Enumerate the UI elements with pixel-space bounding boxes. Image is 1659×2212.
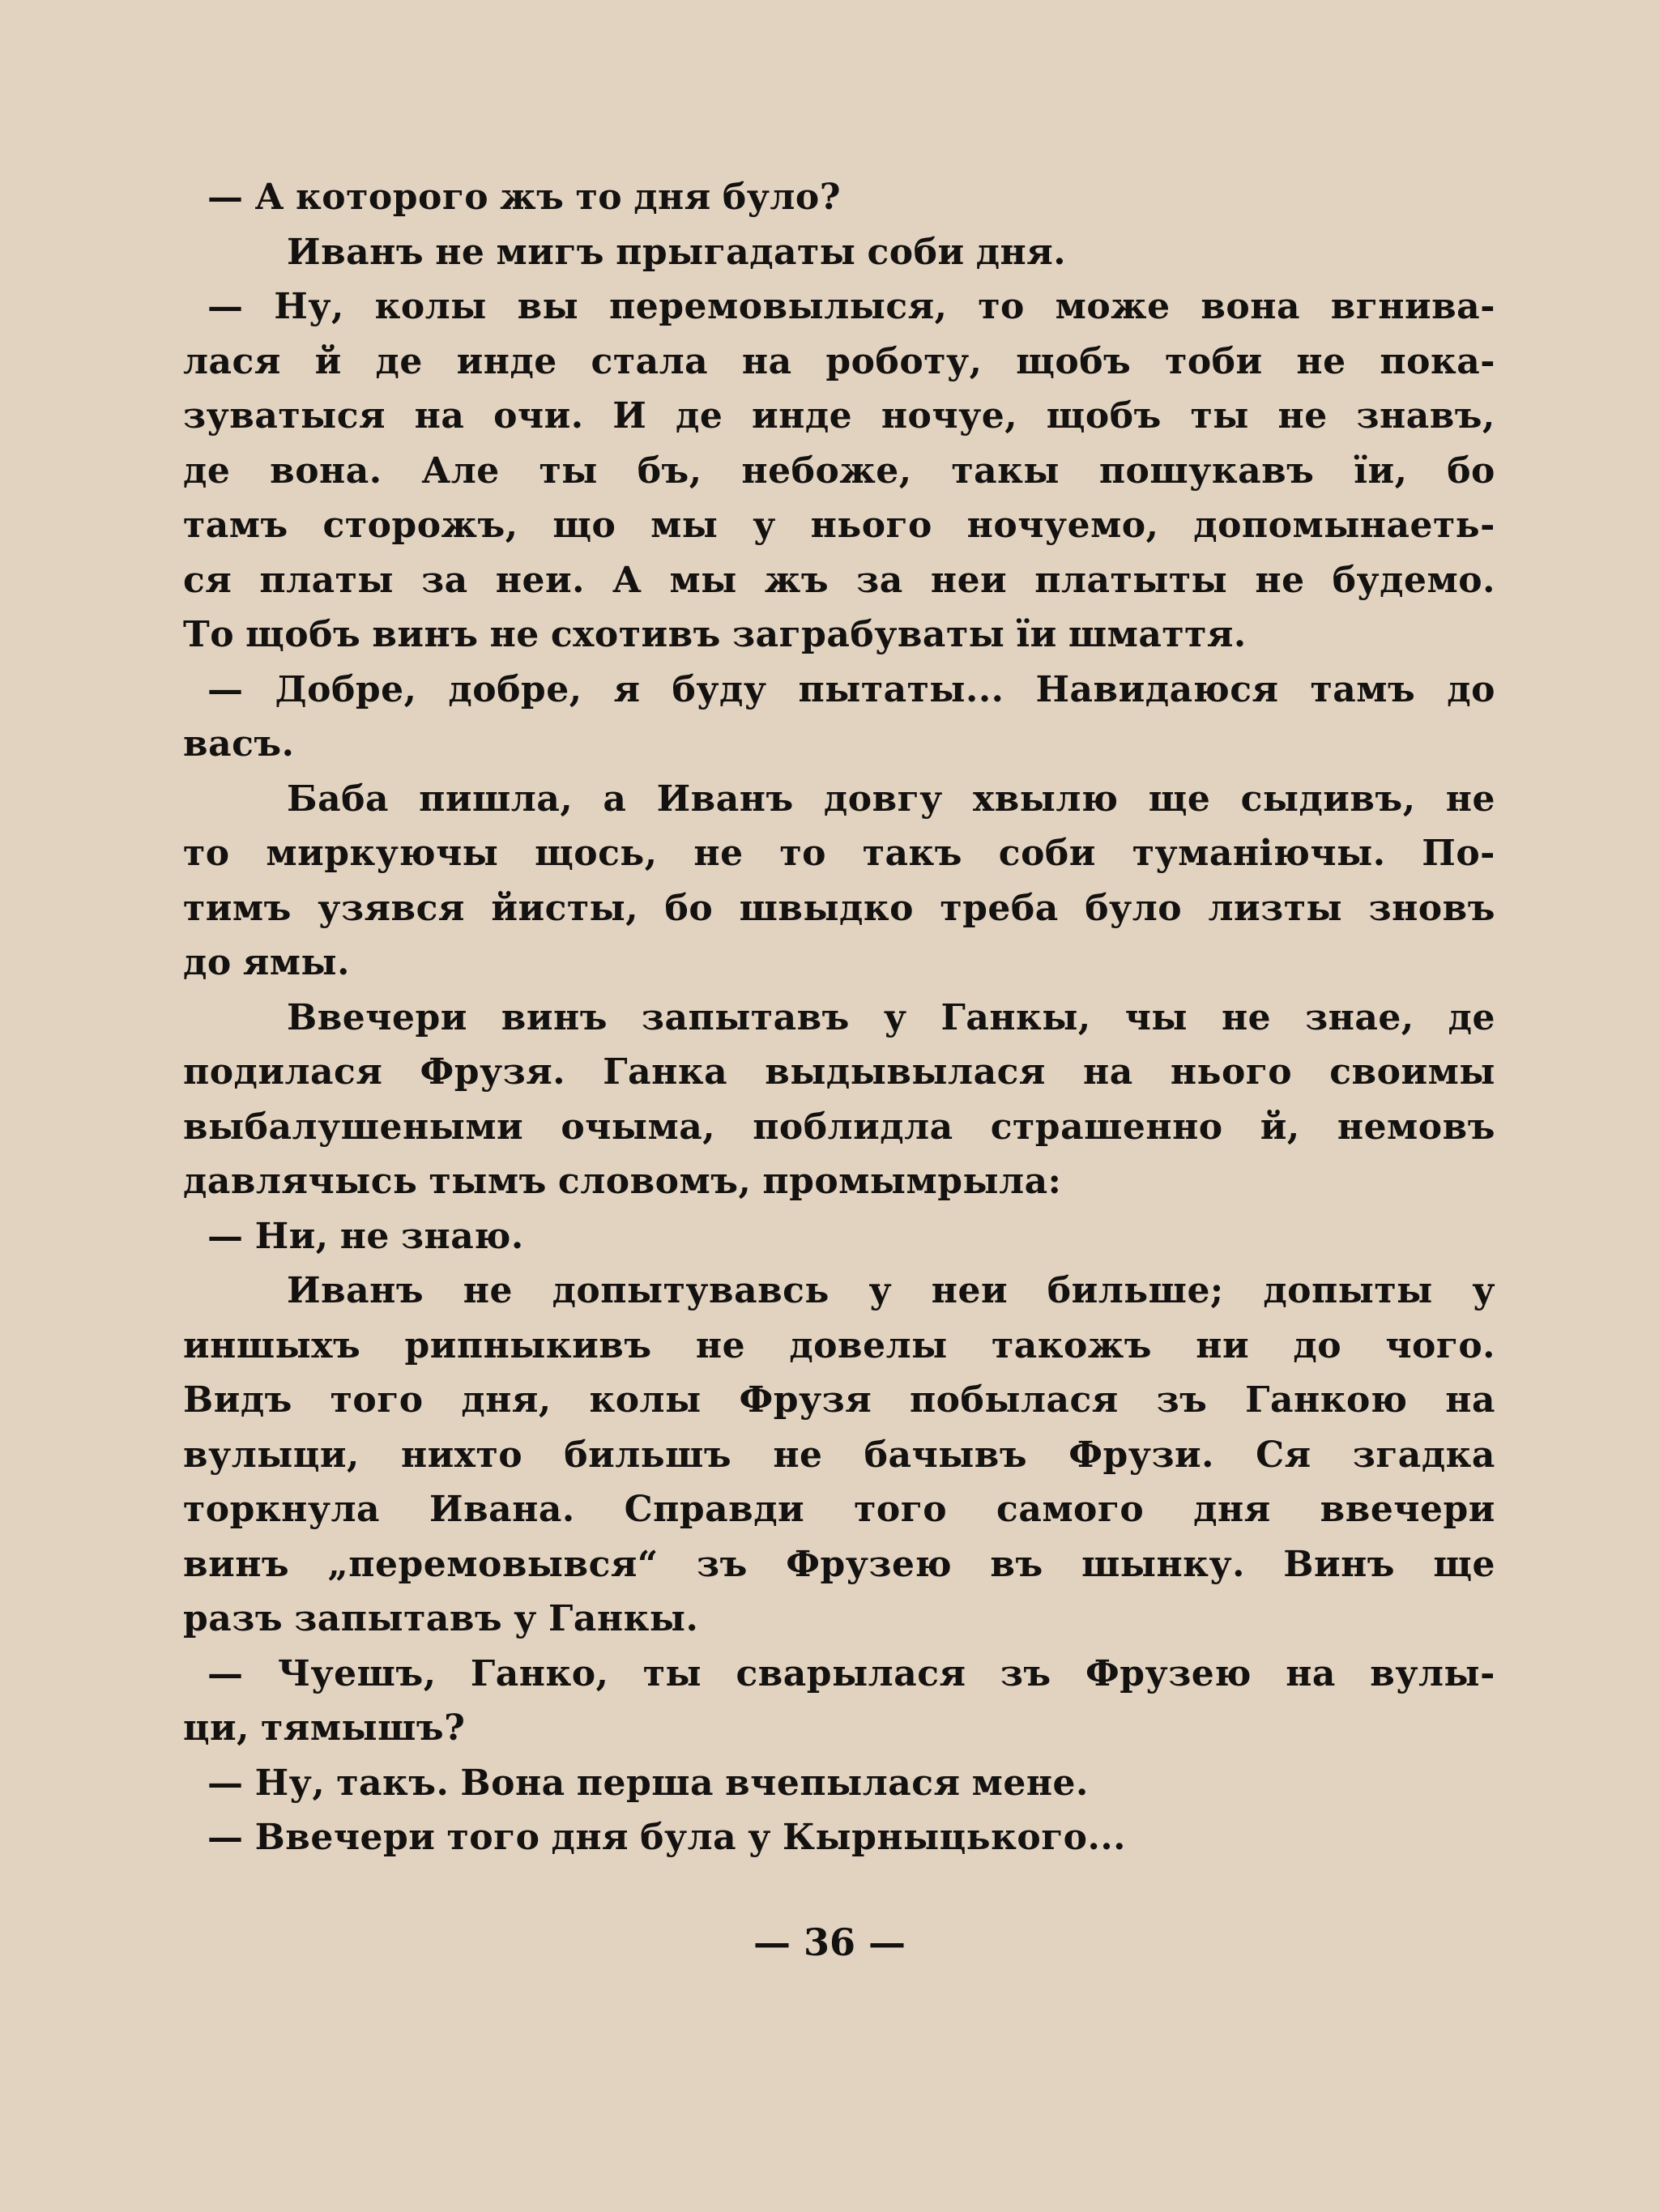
text-line: — Добре, добре, я буду пытаты... Навидаюся тамъ до [207, 668, 1495, 710]
text-line: лася й де инде стала на роботу, щобъ тоби не пока- [183, 340, 1495, 382]
text-line: ци, тямышъ? [183, 1707, 466, 1749]
page-number: — 36 — [753, 1920, 906, 1964]
text-line: Ввечери винъ запытавъ у Ганкы, чы не знае, де [287, 996, 1495, 1038]
text-line: — Чуешъ, Ганко, ты сварылася зъ Фрузею на вулы- [207, 1652, 1495, 1694]
text-line: подилася Фрузя. Ганка выдывылася на нього своимы [183, 1051, 1495, 1093]
text-line: торкнула Ивана. Справди того самого дня ввечери [183, 1489, 1495, 1530]
text-line: Баба пишла, а Иванъ довгу хвылю ще сыдивъ, не [287, 778, 1495, 820]
text-line: иншыхъ рипныкивъ не довелы такожъ ни до чого. [183, 1324, 1495, 1366]
text-line: Иванъ не мигъ прыгадаты соби дня. [287, 231, 1067, 273]
text-line: вулыци, нихто бильшъ не бачывъ Фрузи. Ся згадка [183, 1434, 1495, 1476]
text-line: винъ „перемовывся“ зъ Фрузею въ шынку. Винъ ще [183, 1543, 1495, 1585]
text-line: — Ни, не знаю. [207, 1215, 524, 1257]
text-line: де вона. Але ты бъ, небоже, такы пошукавъ ïи, бо [183, 450, 1495, 492]
text-line: до ямы. [183, 942, 350, 983]
text-line: васъ. [183, 723, 295, 765]
text-line: выбалушеными очыма, поблидла страшенно й, немовъ [183, 1106, 1495, 1148]
text-line: Видъ того дня, колы Фрузя побылася зъ Ганкою на [183, 1379, 1495, 1421]
text-line: — А которого жъ то дня було? [207, 177, 842, 218]
text-line: зуватыся на очи. И де инде ночуе, щобъ ты не знавъ, [183, 395, 1495, 437]
text-line: — Ну, такъ. Вона перша вчепылася мене. [207, 1762, 1089, 1804]
text-line: тамъ сторожъ, що мы у нього ночуемо, допомынаеть- [183, 505, 1495, 546]
text-line: разъ запытавъ у Ганкы. [183, 1598, 699, 1639]
text-line: Иванъ не допытувавсь у неи бильше; допыты у [287, 1270, 1495, 1311]
text-line: — Ввечери того дня була у Кырныцького... [207, 1817, 1126, 1858]
text-line: то миркуючы щось, не то такъ соби туманiючы. По- [183, 833, 1495, 874]
text-line: То щобъ винъ не схотивъ заграбуваты ïи шмаття. [183, 614, 1247, 655]
text-line: тимъ узявся йисты, бо швыдко треба було лизты зновъ [183, 887, 1495, 929]
text-line: ся платы за неи. А мы жъ за неи платыты не будемо. [183, 559, 1495, 601]
body-text [183, 170, 1495, 1865]
text-line: давлячысь тымъ словомъ, промымрыла: [183, 1161, 1062, 1202]
text-line: — Ну, колы вы перемовылыся, то може вона вгнива- [207, 286, 1495, 327]
